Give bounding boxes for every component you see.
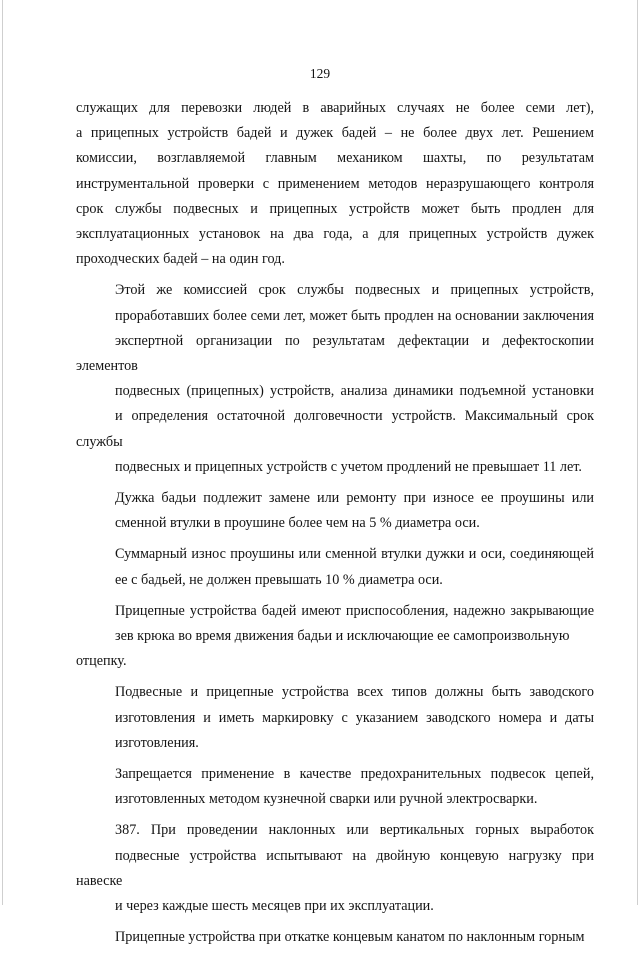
scan-edge-right: [637, 0, 638, 905]
text-line: служащих для перевозки людей в аварийных случаях не более семи лет),: [76, 100, 594, 116]
text-line: Запрещается применение в качестве предохранительных подвесок цепей,: [115, 766, 594, 783]
text-line: Суммарный износ проушины или сменной втулки дужки и оси, соединяющей: [115, 546, 594, 563]
text-line: проходческих бадей – на один год.: [76, 251, 285, 268]
text-line: Дужка бадьи подлежит замене или ремонту при износе ее проушины или: [115, 490, 594, 507]
text-line: экспертной организации по результатам дефектации и дефектоскопии элементов: [76, 332, 594, 375]
text-line: изготовления и иметь маркировку с указанием заводского номера и даты: [115, 709, 594, 726]
scan-edge-left: [2, 0, 3, 905]
text-line: изготовления.: [115, 734, 199, 751]
paragraph: [76, 599, 594, 675]
paragraph: [76, 542, 594, 592]
text-line: проработавших более семи лет, может быть продлен на основании заключения: [115, 307, 594, 324]
text-line: подвесных (прицепных) устройств, анализа динамики подъемной установки: [115, 383, 594, 400]
paragraph: [76, 96, 594, 272]
text-line: эксплуатационных установок на два года, а для прицепных устройств дужек: [76, 226, 594, 243]
text-line: Прицепные устройства при откатке концевым канатом по наклонным горным: [115, 929, 585, 946]
paragraph: [76, 762, 594, 812]
paragraph: [76, 486, 594, 536]
text-line: 387. При проведении наклонных или вертикальных горных выработок: [115, 822, 594, 839]
text-line: Этой же комиссией срок службы подвесных и прицепных устройств,: [115, 282, 594, 299]
page-number: 129: [309, 66, 331, 81]
body-text: [76, 96, 594, 953]
paragraph: [76, 818, 594, 919]
text-line: и через каждые шесть месяцев при их эксплуатации.: [115, 898, 434, 915]
text-line: инструментальной проверки с применением методов неразрушающего контроля: [76, 175, 594, 192]
text-line: сменной втулки в проушине более чем на 5 % диаметра оси.: [115, 515, 480, 532]
paragraph: [76, 278, 594, 480]
text-line: срок службы подвесных и прицепных устройств может быть продлен для: [76, 200, 594, 217]
paragraph: [76, 925, 594, 950]
text-line: Прицепные устройства бадей имеют приспособления, надежно закрывающие: [115, 602, 594, 619]
paragraph: [76, 680, 594, 756]
text-line: зев крюка во время движения бадьи и исключающие ее самопроизвольную отцепку.: [76, 628, 570, 670]
text-line: ее с бадьей, не должен превышать 10 % диаметра оси.: [115, 571, 443, 588]
text-line: изготовленных методом кузнечной сварки или ручной электросварки.: [115, 791, 538, 808]
text-line: а прицепных устройств бадей и дужек бадей – не более двух лет. Решением: [76, 125, 594, 142]
text-line: комиссии, возглавляемой главным механиком шахты, по результатам: [76, 150, 594, 167]
text-line: и определения остаточной долговечности устройств. Максимальный срок службы: [76, 408, 594, 450]
text-line: Подвесные и прицепные устройства всех типов должны быть заводского: [115, 684, 594, 701]
text-line: подвесные устройства испытывают на двойную концевую нагрузку при навеске: [76, 847, 594, 889]
text-line: подвесных и прицепных устройств с учетом продлений не превышает 11 лет.: [115, 458, 582, 475]
